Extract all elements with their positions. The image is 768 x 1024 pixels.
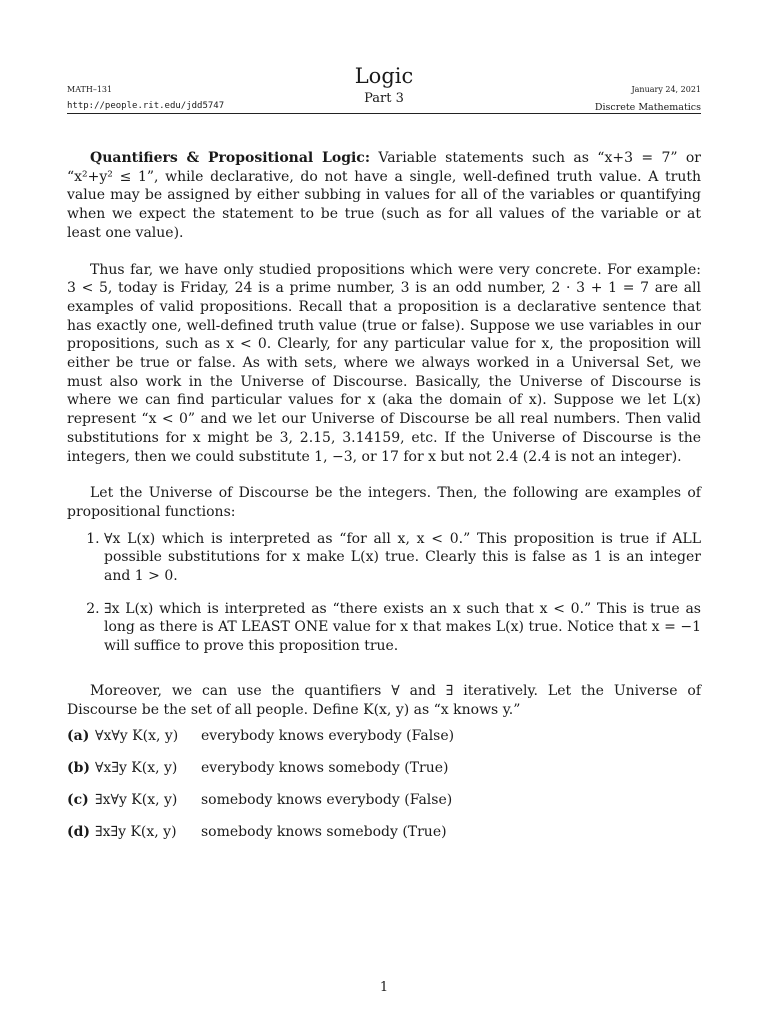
- item-label: (c): [67, 792, 89, 809]
- intro-paragraph: [67, 149, 701, 243]
- page-number: 1: [379, 980, 389, 995]
- author-url[interactable]: http://people.rit.edu/jdd5747: [67, 101, 225, 111]
- paragraph-universe-integers: Let the Universe of Discourse be the integers. Then, the following are examples of propositional functions:: [67, 485, 701, 520]
- quantifier-meaning: somebody knows everybody (False): [201, 792, 453, 809]
- paragraph-iterated-quantifiers: Moreover, we can use the quantifiers ∀ and ∃ iteratively. Let the Universe of Discourse be the set of all people. Define K(x, y) as “x knows y.”: [67, 682, 701, 718]
- paragraph-concrete-propositions: Thus far, we have only studied propositions which were very concrete. For example: 3 < 5, today is Friday, 24 is a prime number, 3 is an odd number, 2 · 3 + 1 = 7 are all examples of valid propositions. Recall that a proposition is a declarative sentence that has exactly one, well-defined truth value (true or false). Suppose we use variables in our propositions, such as x < 0. Clearly, for any particular value for x, the proposition will either be true or false. As with sets, where we always worked in a Universal Set, we must also work in the Universe of Discourse. Basically, the Universe of Discourse is where we can find particular values for x (aka the domain of x). Suppose we let L(x) represent “x < 0” and we let our Universe of Discourse be all real numbers. Then valid substitutions for x might be 3, 2.15, 3.14159, etc. If the Universe of Discourse is the integers, then we could substitute 1, −3, or 17 for x but not 2.4 (2.4 is not an integer).: [67, 261, 701, 465]
- header-rule: [67, 113, 701, 114]
- quantifier-row: [67, 823, 701, 855]
- item-label: (b): [67, 760, 91, 777]
- section-heading: Quantifiers & Propositional Logic:: [90, 150, 371, 166]
- document-body: [67, 149, 701, 855]
- quantifier-expression: ∀x∀y K(x, y): [95, 728, 179, 745]
- header-date: January 24, 2021: [631, 85, 701, 94]
- quantifier-expression: ∃x∃y K(x, y): [95, 824, 177, 841]
- header-subject: Discrete Mathematics: [594, 102, 701, 113]
- quantifier-expression: ∀x∃y K(x, y): [95, 760, 178, 777]
- quantifier-row: [67, 727, 701, 759]
- quantifier-meaning: everybody knows somebody (True): [201, 760, 449, 777]
- quantifier-meaning: somebody knows somebody (True): [201, 824, 447, 841]
- course-code: MATH–131: [67, 85, 113, 94]
- page-title: Logic: [354, 64, 414, 88]
- intro-text: Variable statements such as “x+3 = 7” or “x²+y² ≤ 1”, while declarative, do not have a single, well-defined truth value. A truth value may be assigned by either subbing in values for all of the variables or quantifying when we expect the statement to be true (such as for all values of the variable or at least one value).: [67, 150, 702, 241]
- quantifier-expression: ∃x∀y K(x, y): [95, 792, 178, 809]
- list-item: 1. ∀x L(x) which is interpreted as “for all x, x < 0.” This proposition is true if ALL possible substitutions for x make L(x) true. Clearly this is false as 1 is an integer and 1 > 0.: [104, 530, 701, 586]
- page-subtitle: Part 3: [364, 91, 404, 106]
- quantifier-row: [67, 791, 701, 823]
- quantifier-meaning: everybody knows everybody (False): [201, 728, 455, 745]
- item-label: (d): [67, 824, 91, 841]
- item-label: (a): [67, 728, 90, 745]
- quantifier-pair-list: [67, 727, 701, 855]
- propositional-function-list: [67, 530, 701, 656]
- document-page: [67, 0, 701, 1024]
- quantifier-row: [67, 759, 701, 791]
- list-item: 2. ∃x L(x) which is interpreted as “there exists an x such that x < 0.” This is true as long as there is AT LEAST ONE value for x that makes L(x) true. Notice that x = −1 will suffice to prove this proposition true.: [104, 600, 701, 656]
